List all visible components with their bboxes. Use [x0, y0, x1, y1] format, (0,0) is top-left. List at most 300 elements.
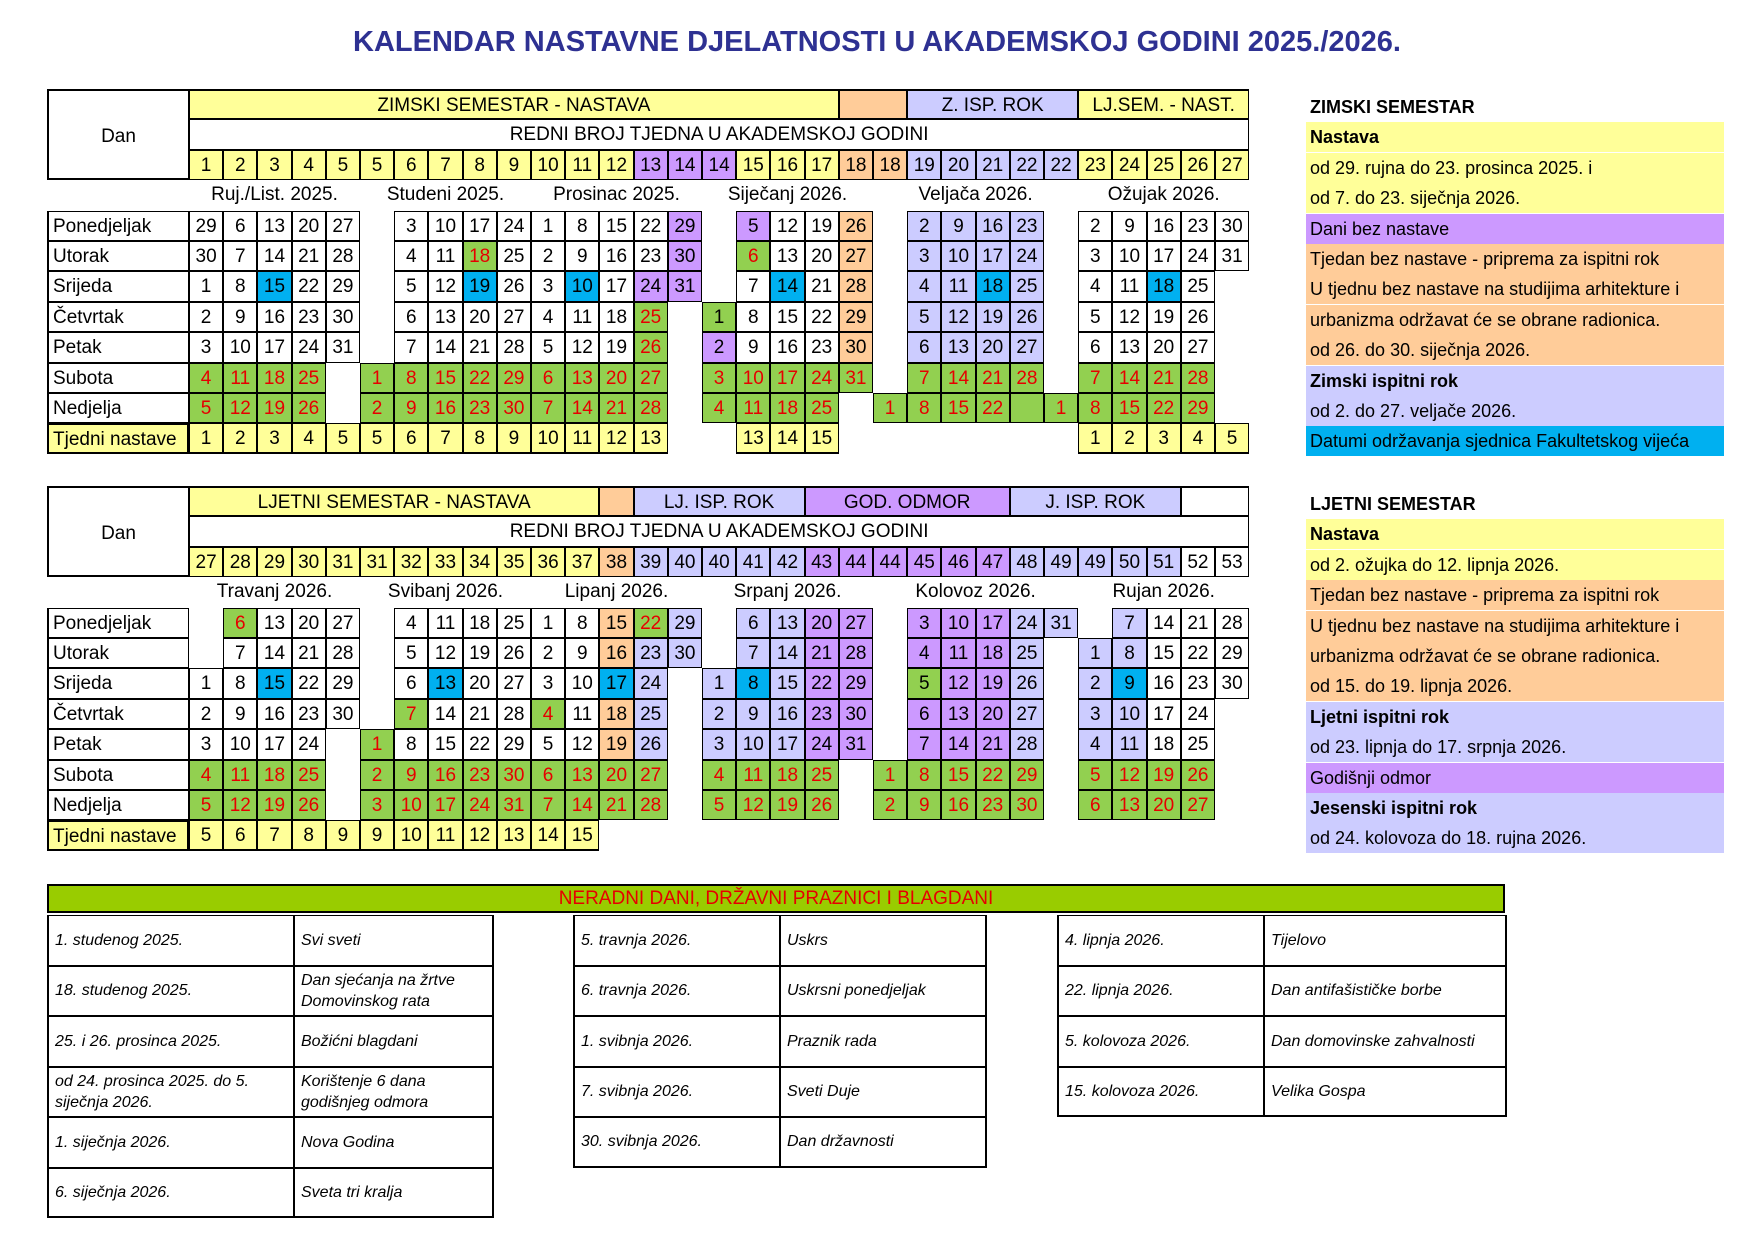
day-cell: 2 [702, 699, 736, 729]
day-cell [360, 302, 394, 332]
week-number: 23 [1078, 150, 1112, 180]
day-cell: 15 [770, 302, 804, 332]
week-number: 7 [428, 150, 462, 180]
day-cell: 12 [223, 790, 257, 820]
month-label: Kolovoz 2026. [915, 581, 1036, 603]
day-cell: 8 [394, 363, 428, 393]
legend-row: urbanizma održavat će se obrane radionica. [1306, 641, 1724, 671]
day-cell: 10 [565, 271, 599, 301]
day-cell [668, 393, 702, 423]
day-cell: 11 [1112, 271, 1146, 301]
day-cell: 6 [394, 302, 428, 332]
day-name: Srijeda [47, 271, 189, 301]
day-cell: 26 [292, 393, 326, 423]
legend-row: Godišnji odmor [1306, 763, 1724, 793]
week-number: 10 [531, 150, 565, 180]
week-number: 49 [1078, 547, 1112, 577]
day-cell: 12 [770, 211, 804, 241]
day-cell: 5 [1078, 760, 1112, 790]
legend-row: U tjednu bez nastave na studijima arhitekture i [1306, 274, 1724, 304]
day-cell [1044, 729, 1078, 759]
day-cell: 28 [326, 241, 360, 271]
teaching-week: 15 [805, 423, 839, 453]
holiday-name: Dan antifašističke borbe [1264, 966, 1507, 1017]
day-cell: 3 [189, 729, 223, 759]
day-cell: 30 [1010, 790, 1044, 820]
day-cell: 11 [1112, 729, 1146, 759]
holiday-name: Praznik rada [780, 1016, 987, 1067]
day-cell: 24 [1181, 241, 1215, 271]
day-cell: 22 [805, 668, 839, 698]
day-cell [873, 668, 907, 698]
teaching-week: 13 [497, 820, 531, 850]
day-cell: 29 [497, 729, 531, 759]
day-cell: 20 [599, 363, 633, 393]
day-cell [702, 241, 736, 271]
day-cell: 26 [497, 271, 531, 301]
day-name: Četvrtak [47, 699, 189, 729]
day-cell: 17 [770, 729, 804, 759]
day-cell: 22 [976, 393, 1010, 423]
legend-row: od 24. kolovoza do 18. rujna 2026. [1306, 823, 1724, 853]
week-number: 52 [1181, 547, 1215, 577]
week-number: 8 [463, 150, 497, 180]
day-cell: 1 [189, 668, 223, 698]
week-number: 33 [428, 547, 462, 577]
day-cell [1215, 790, 1249, 820]
day-cell: 19 [599, 729, 633, 759]
week-number: 4 [292, 150, 326, 180]
day-cell: 2 [189, 699, 223, 729]
day-cell [1044, 302, 1078, 332]
day-cell [1044, 211, 1078, 241]
day-cell [839, 393, 873, 423]
phase-header [599, 486, 633, 516]
holiday-date: 7. svibnja 2026. [573, 1067, 780, 1118]
day-cell: 26 [1181, 302, 1215, 332]
holiday-name: Sveti Duje [780, 1067, 987, 1118]
legend-row: od 2. do 27. veljače 2026. [1306, 396, 1724, 426]
week-number: 25 [1147, 150, 1181, 180]
day-cell: 14 [770, 271, 804, 301]
day-cell: 5 [531, 729, 565, 759]
day-cell: 30 [668, 241, 702, 271]
day-cell [702, 638, 736, 668]
day-cell [668, 729, 702, 759]
teaching-week: 11 [428, 820, 462, 850]
day-cell [360, 668, 394, 698]
day-cell: 2 [531, 241, 565, 271]
day-name: Nedjelja [47, 790, 189, 820]
day-cell: 28 [634, 790, 668, 820]
week-number: 27 [189, 547, 223, 577]
month-label: Veljača 2026. [918, 184, 1033, 206]
day-cell: 18 [463, 241, 497, 271]
day-cell [326, 760, 360, 790]
day-cell: 16 [1147, 211, 1181, 241]
legend-row: od 7. do 23. siječnja 2026. [1306, 183, 1724, 213]
holiday-date: 18. studenog 2025. [47, 966, 294, 1017]
day-cell: 10 [941, 241, 975, 271]
day-cell: 21 [463, 332, 497, 362]
day-name: Petak [47, 729, 189, 759]
day-cell [1215, 699, 1249, 729]
day-cell: 21 [599, 790, 633, 820]
teaching-week: 5 [326, 423, 360, 453]
day-cell: 4 [394, 241, 428, 271]
holiday-date: 5. kolovoza 2026. [1057, 1016, 1264, 1067]
day-cell: 5 [531, 332, 565, 362]
month-label: Lipanj 2026. [564, 581, 669, 603]
day-cell: 24 [634, 668, 668, 698]
day-cell: 10 [565, 668, 599, 698]
day-cell: 5 [1078, 302, 1112, 332]
day-cell: 7 [736, 271, 770, 301]
day-cell: 13 [770, 608, 804, 638]
day-cell: 18 [257, 363, 291, 393]
legend-row: Nastava [1306, 122, 1724, 152]
day-cell: 11 [565, 699, 599, 729]
legend-row: LJETNI SEMESTAR [1310, 494, 1476, 514]
phase-header: GOD. ODMOR [805, 486, 1010, 516]
day-cell: 31 [326, 332, 360, 362]
day-cell: 16 [257, 302, 291, 332]
day-cell: 20 [805, 608, 839, 638]
day-cell: 29 [1010, 760, 1044, 790]
teaching-week: 5 [189, 820, 223, 850]
holiday-name: Velika Gospa [1264, 1067, 1507, 1118]
week-number: 48 [1010, 547, 1044, 577]
day-cell [360, 608, 394, 638]
day-cell: 7 [907, 729, 941, 759]
day-cell: 8 [907, 393, 941, 423]
day-cell: 9 [223, 302, 257, 332]
day-cell: 22 [805, 302, 839, 332]
day-cell: 18 [599, 699, 633, 729]
day-cell [360, 699, 394, 729]
day-cell: 16 [599, 638, 633, 668]
day-cell: 16 [1147, 668, 1181, 698]
day-cell: 18 [976, 271, 1010, 301]
day-cell: 14 [1112, 363, 1146, 393]
day-cell: 26 [1181, 760, 1215, 790]
day-cell: 21 [805, 271, 839, 301]
week-number: 41 [736, 547, 770, 577]
day-cell: 12 [565, 729, 599, 759]
day-cell: 30 [1215, 211, 1249, 241]
day-cell: 21 [976, 363, 1010, 393]
week-number: 37 [565, 547, 599, 577]
day-cell: 4 [702, 760, 736, 790]
week-number: 45 [907, 547, 941, 577]
day-cell: 13 [257, 608, 291, 638]
day-cell [1215, 302, 1249, 332]
day-cell: 22 [463, 729, 497, 759]
day-cell [326, 363, 360, 393]
day-cell: 26 [1010, 668, 1044, 698]
day-cell: 14 [428, 332, 462, 362]
day-cell: 13 [257, 211, 291, 241]
day-name: Subota [47, 760, 189, 790]
day-name: Utorak [47, 241, 189, 271]
day-cell: 25 [1010, 638, 1044, 668]
day-cell: 5 [907, 302, 941, 332]
day-cell: 7 [223, 241, 257, 271]
day-cell: 25 [497, 241, 531, 271]
day-cell: 12 [1112, 760, 1146, 790]
teaching-week: 9 [326, 820, 360, 850]
day-cell: 6 [223, 608, 257, 638]
day-cell: 20 [292, 608, 326, 638]
day-cell: 13 [428, 668, 462, 698]
day-cell: 3 [189, 332, 223, 362]
day-cell: 9 [736, 332, 770, 362]
day-cell: 15 [1147, 638, 1181, 668]
day-cell: 20 [976, 332, 1010, 362]
day-cell: 29 [497, 363, 531, 393]
day-cell: 26 [634, 332, 668, 362]
day-cell: 14 [1147, 608, 1181, 638]
day-cell: 16 [428, 760, 462, 790]
day-cell: 29 [668, 211, 702, 241]
teaching-week: 10 [531, 423, 565, 453]
day-cell [360, 332, 394, 362]
day-cell: 15 [257, 271, 291, 301]
month-label: Siječanj 2026. [727, 184, 848, 206]
holiday-date: 15. kolovoza 2026. [1057, 1067, 1264, 1118]
day-cell: 9 [907, 790, 941, 820]
legend-row: od 26. do 30. siječnja 2026. [1306, 335, 1724, 365]
holiday-name: Uskrsni ponedjeljak [780, 966, 987, 1017]
day-cell [668, 790, 702, 820]
day-cell: 22 [463, 363, 497, 393]
day-cell: 29 [1215, 638, 1249, 668]
day-cell [189, 608, 223, 638]
day-cell: 11 [941, 271, 975, 301]
day-cell: 29 [839, 302, 873, 332]
day-cell: 16 [770, 699, 804, 729]
week-number: 3 [257, 150, 291, 180]
day-cell: 23 [634, 241, 668, 271]
day-cell [1010, 393, 1044, 423]
day-cell: 17 [599, 271, 633, 301]
day-cell: 20 [805, 241, 839, 271]
day-cell: 27 [326, 608, 360, 638]
day-cell: 20 [292, 211, 326, 241]
day-cell: 11 [428, 608, 462, 638]
day-cell: 13 [428, 302, 462, 332]
day-cell [326, 790, 360, 820]
day-cell: 18 [257, 760, 291, 790]
day-cell: 16 [770, 332, 804, 362]
day-name: Srijeda [47, 668, 189, 698]
day-name: Utorak [47, 638, 189, 668]
day-cell [1215, 393, 1249, 423]
day-cell: 21 [292, 241, 326, 271]
teaching-week: 5 [360, 423, 394, 453]
day-cell [1044, 668, 1078, 698]
day-cell: 9 [394, 393, 428, 423]
day-cell: 9 [223, 699, 257, 729]
day-cell: 1 [360, 363, 394, 393]
day-cell: 14 [941, 729, 975, 759]
day-cell [1215, 729, 1249, 759]
day-cell: 6 [223, 211, 257, 241]
legend-row: U tjednu bez nastave na studijima arhitekture i [1306, 611, 1724, 641]
week-number: 32 [394, 547, 428, 577]
day-cell: 27 [497, 668, 531, 698]
day-cell: 3 [1078, 699, 1112, 729]
day-cell: 11 [736, 393, 770, 423]
day-cell [668, 363, 702, 393]
week-number: 42 [770, 547, 804, 577]
week-number: 24 [1112, 150, 1146, 180]
week-number: 12 [599, 150, 633, 180]
day-cell: 25 [1181, 729, 1215, 759]
day-cell [1215, 363, 1249, 393]
day-cell: 19 [805, 211, 839, 241]
day-cell: 10 [736, 363, 770, 393]
day-cell: 18 [770, 393, 804, 423]
legend-row: od 29. rujna do 23. prosinca 2025. i [1306, 153, 1724, 183]
day-cell: 18 [770, 760, 804, 790]
day-cell: 30 [839, 699, 873, 729]
day-cell: 3 [1078, 241, 1112, 271]
day-cell: 12 [428, 638, 462, 668]
phase-header: Z. ISP. ROK [907, 89, 1078, 119]
day-cell: 31 [1215, 241, 1249, 271]
day-cell: 25 [805, 760, 839, 790]
day-cell: 23 [292, 302, 326, 332]
legend-row: ZIMSKI SEMESTAR [1310, 97, 1475, 117]
day-name: Četvrtak [47, 302, 189, 332]
day-cell: 27 [634, 760, 668, 790]
week-number: 44 [839, 547, 873, 577]
holiday-date: 4. lipnja 2026. [1057, 915, 1264, 966]
day-cell: 26 [292, 790, 326, 820]
day-cell: 14 [257, 638, 291, 668]
day-cell [873, 332, 907, 362]
day-cell: 9 [1112, 211, 1146, 241]
day-cell: 19 [770, 790, 804, 820]
holiday-name: Dan sjećanja na žrtve Domovinskog rata [294, 966, 494, 1017]
day-cell: 27 [1181, 790, 1215, 820]
day-cell: 4 [531, 699, 565, 729]
day-cell [702, 271, 736, 301]
day-cell: 4 [189, 760, 223, 790]
day-cell: 30 [189, 241, 223, 271]
week-number-title: REDNI BROJ TJEDNA U AKADEMSKOJ GODINI [189, 119, 1249, 149]
holiday-name: Dan domovinske zahvalnosti [1264, 1016, 1507, 1067]
day-cell: 7 [531, 790, 565, 820]
day-cell: 10 [428, 211, 462, 241]
day-cell [1044, 699, 1078, 729]
day-cell: 8 [223, 668, 257, 698]
day-cell: 29 [326, 271, 360, 301]
day-cell [873, 302, 907, 332]
teaching-week: 14 [531, 820, 565, 850]
holiday-date: 1. svibnja 2026. [573, 1016, 780, 1067]
week-number: 22 [1044, 150, 1078, 180]
day-cell: 28 [326, 638, 360, 668]
holiday-date: 6. siječnja 2026. [47, 1168, 294, 1219]
week-number: 51 [1147, 547, 1181, 577]
phase-header: J. ISP. ROK [1010, 486, 1181, 516]
day-cell: 16 [976, 211, 1010, 241]
day-cell [668, 668, 702, 698]
dan-header: Dan [47, 89, 189, 180]
summer-calendar [47, 486, 1270, 851]
holiday-date: 25. i 26. prosinca 2025. [47, 1016, 294, 1067]
day-cell: 16 [428, 393, 462, 423]
day-cell: 2 [907, 211, 941, 241]
day-cell: 27 [839, 241, 873, 271]
day-cell: 12 [941, 668, 975, 698]
day-cell: 17 [976, 241, 1010, 271]
day-cell: 25 [1010, 271, 1044, 301]
holiday-date: od 24. prosinca 2025. do 5. siječnja 2026. [47, 1067, 294, 1118]
day-cell: 15 [941, 393, 975, 423]
day-cell: 5 [394, 638, 428, 668]
day-cell: 14 [565, 790, 599, 820]
week-number: 16 [770, 150, 804, 180]
day-cell: 15 [599, 211, 633, 241]
day-cell: 19 [257, 393, 291, 423]
teaching-week: 2 [1112, 423, 1146, 453]
day-cell: 3 [702, 729, 736, 759]
day-cell: 28 [839, 271, 873, 301]
legend-row: od 23. lipnja do 17. srpnja 2026. [1306, 732, 1724, 762]
day-cell: 27 [1010, 332, 1044, 362]
day-cell: 17 [257, 729, 291, 759]
day-cell: 15 [941, 760, 975, 790]
day-cell [873, 211, 907, 241]
month-label: Svibanj 2026. [387, 581, 504, 603]
week-number: 9 [497, 150, 531, 180]
day-cell: 1 [873, 393, 907, 423]
day-cell: 13 [770, 241, 804, 271]
day-cell: 30 [326, 699, 360, 729]
week-number: 14 [668, 150, 702, 180]
day-cell: 19 [463, 638, 497, 668]
day-cell: 15 [1112, 393, 1146, 423]
phase-header: ZIMSKI SEMESTAR - NASTAVA [189, 89, 839, 119]
holiday-name: Dan državnosti [780, 1117, 987, 1168]
day-cell: 8 [1078, 393, 1112, 423]
day-cell: 11 [736, 760, 770, 790]
winter-calendar [47, 89, 1270, 454]
week-number: 22 [1010, 150, 1044, 180]
day-cell: 6 [907, 699, 941, 729]
day-cell [1215, 271, 1249, 301]
holiday-name: Božićni blagdani [294, 1016, 494, 1067]
day-cell: 24 [805, 729, 839, 759]
day-cell: 5 [907, 668, 941, 698]
day-cell: 17 [976, 608, 1010, 638]
day-cell: 21 [1181, 608, 1215, 638]
day-cell: 23 [292, 699, 326, 729]
legend-row: Jesenski ispitni rok [1306, 793, 1724, 823]
day-cell: 16 [257, 699, 291, 729]
day-cell: 1 [531, 608, 565, 638]
day-cell: 1 [1078, 638, 1112, 668]
day-cell: 6 [1078, 790, 1112, 820]
day-cell: 2 [360, 760, 394, 790]
day-cell [873, 638, 907, 668]
teaching-week: 5 [1215, 423, 1249, 453]
phase-header: LJETNI SEMESTAR - NASTAVA [189, 486, 599, 516]
day-cell: 9 [1112, 668, 1146, 698]
